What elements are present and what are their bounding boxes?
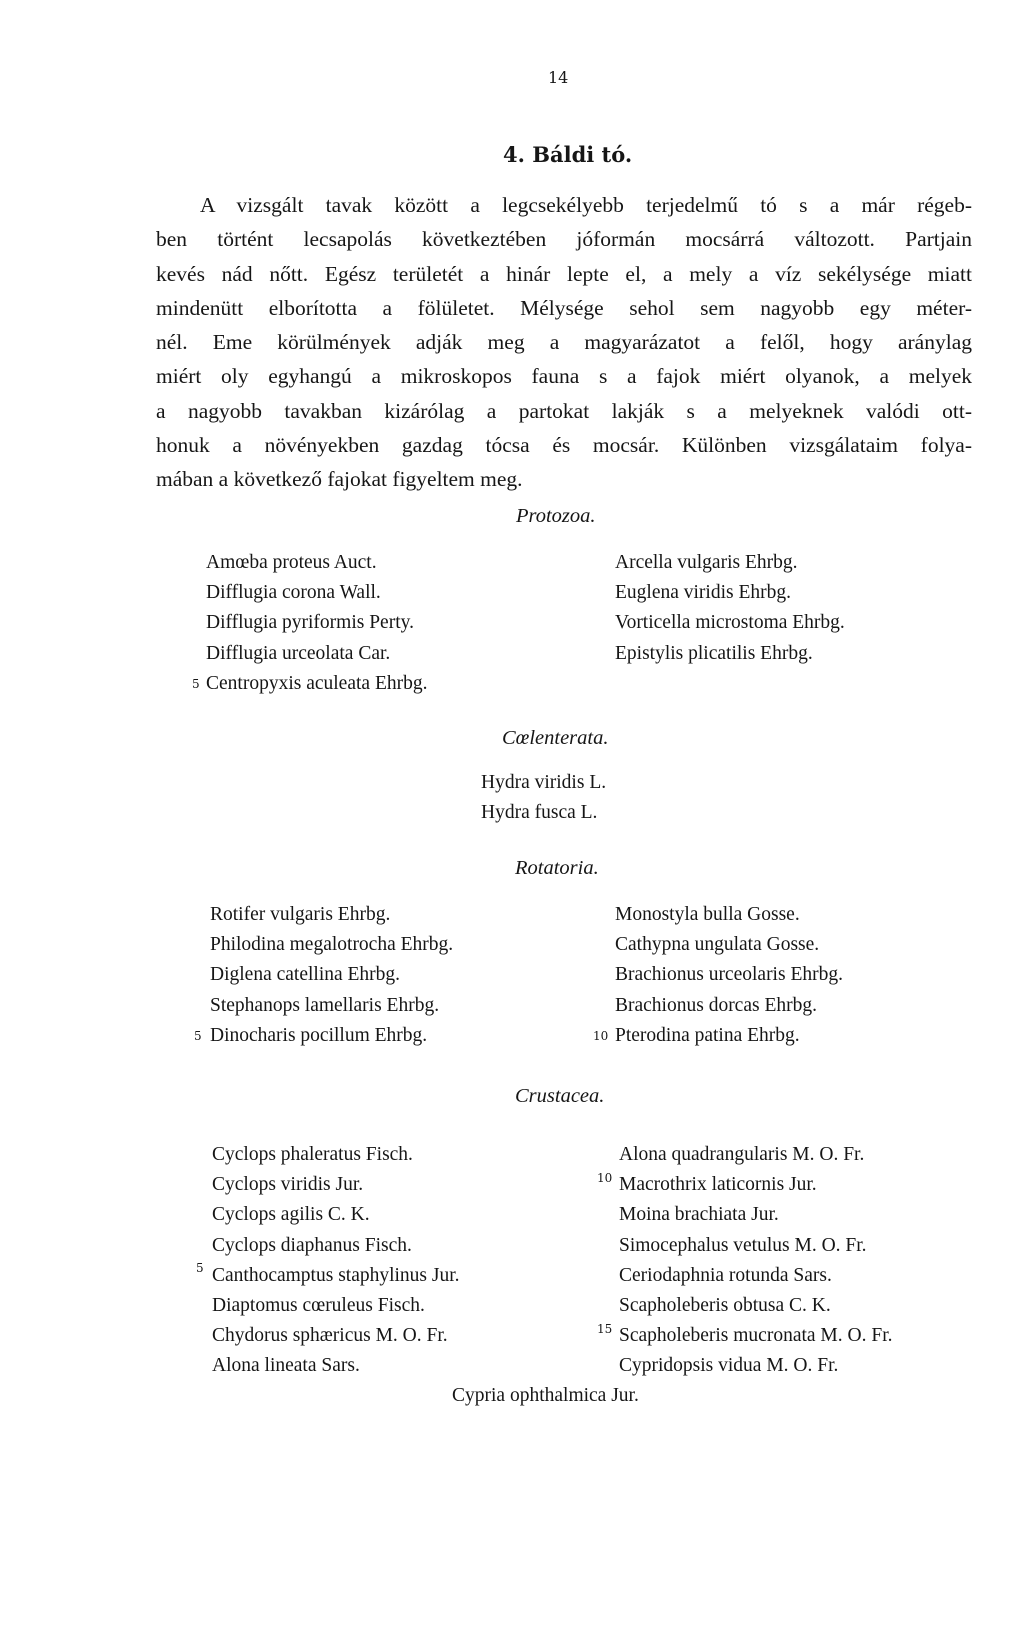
species-item: Macrothrix laticornis Jur. xyxy=(619,1174,817,1196)
paragraph-line: mindenütt elborította a fölületet. Mélysége sehol sem nagyobb egy méter- xyxy=(156,295,972,320)
paragraph-line: miért oly egyhangú a mikroskopos fauna s a fajok miért olyanok, a melyek xyxy=(156,364,972,389)
section-title-crustacea: Crustacea. xyxy=(515,1085,605,1107)
species-item: Epistylis plicatilis Ehrbg. xyxy=(615,642,813,664)
species-item: Simocephalus vetulus M. O. Fr. xyxy=(619,1234,867,1256)
species-item: Brachionus urceolaris Ehrbg. xyxy=(615,964,843,986)
species-item: Brachionus dorcas Ehrbg. xyxy=(615,994,817,1016)
paragraph-line: kevés nád nőtt. Egész területét a hinár lepte el, a mely a víz sekélysége miatt xyxy=(156,261,972,286)
paragraph-line: ben történt lecsapolás következtében jóformán mocsárrá változott. Partjain xyxy=(156,227,972,252)
body-paragraph xyxy=(156,188,972,497)
protozoa-right-column xyxy=(615,548,845,669)
species-item: Alona lineata Sars. xyxy=(212,1355,360,1377)
paragraph-line: A vizsgált tavak között a legcsekélyebb terjedelmű tó s a már régeb- xyxy=(200,193,972,217)
rotatoria-left-column xyxy=(210,900,453,1051)
species-item: Dinocharis pocillum Ehrbg. xyxy=(210,1024,428,1046)
section-title-protozoa: Protozoa. xyxy=(516,505,596,527)
species-item: Cypria ophthalmica Jur. xyxy=(452,1385,639,1406)
line-number: 10 xyxy=(597,1171,613,1185)
species-item: Centropyxis aculeata Ehrbg. xyxy=(206,672,428,694)
paragraph-line: mában a következő fajokat figyeltem meg. xyxy=(156,467,523,492)
crustacea-left-column xyxy=(212,1140,460,1382)
section-title-rotatoria: Rotatoria. xyxy=(515,857,599,879)
coelenterata-column xyxy=(481,768,606,828)
species-item: Difflugia corona Wall. xyxy=(206,582,381,604)
species-item: Difflugia urceolata Car. xyxy=(206,642,391,664)
species-item: Diaptomus cœruleus Fisch. xyxy=(212,1295,425,1317)
line-number: 5 xyxy=(194,1029,202,1043)
species-item: Alona quadrangularis M. O. Fr. xyxy=(619,1144,865,1165)
species-item: Diglena catellina Ehrbg. xyxy=(210,964,401,986)
species-item: Cyclops agilis C. K. xyxy=(212,1204,370,1226)
protozoa-left-column xyxy=(206,548,427,699)
crustacea-final-line xyxy=(452,1381,639,1411)
species-item: Cyclops diaphanus Fisch. xyxy=(212,1234,412,1256)
species-item: Philodina megalotrocha Ehrbg. xyxy=(210,934,454,956)
species-item: Arcella vulgaris Ehrbg. xyxy=(615,552,798,573)
paragraph-line: nél. Eme körülmények adják meg a magyarázatot a felől, hogy aránylag xyxy=(156,330,972,355)
species-item: Euglena viridis Ehrbg. xyxy=(615,582,792,604)
species-item: Cypridopsis vidua M. O. Fr. xyxy=(619,1355,839,1377)
species-item: Rotifer vulgaris Ehrbg. xyxy=(210,904,391,925)
species-item: Stephanops lamellaris Ehrbg. xyxy=(210,994,440,1016)
paragraph-line: a nagyobb tavakban kizárólag a partokat lakják s a melyeknek valódi ott- xyxy=(156,398,972,423)
species-item: Scapholeberis mucronata M. O. Fr. xyxy=(619,1325,893,1347)
species-item: Monostyla bulla Gosse. xyxy=(615,904,800,925)
species-item: Cyclops viridis Jur. xyxy=(212,1174,364,1196)
species-item: Hydra viridis L. xyxy=(481,772,607,793)
species-item: Chydorus sphæricus M. O. Fr. xyxy=(212,1325,448,1347)
species-item: Hydra fusca L. xyxy=(481,802,598,824)
species-item: Cathypna ungulata Gosse. xyxy=(615,934,820,956)
section-heading: 4. Báldi tó. xyxy=(503,142,633,167)
line-number: 5 xyxy=(196,1261,204,1275)
species-item: Vorticella microstoma Ehrbg. xyxy=(615,612,845,634)
line-number: 15 xyxy=(597,1322,613,1336)
species-item: Pterodina patina Ehrbg. xyxy=(615,1024,800,1046)
species-item: Canthocamptus staphylinus Jur. xyxy=(212,1264,460,1286)
rotatoria-right-column xyxy=(615,900,843,1051)
species-item: Moina brachiata Jur. xyxy=(619,1204,779,1226)
line-number: 5 xyxy=(192,677,200,691)
page-number: 14 xyxy=(548,68,569,87)
line-number: 10 xyxy=(593,1029,609,1043)
species-item: Scapholeberis obtusa C. K. xyxy=(619,1295,831,1317)
paragraph-line: honuk a növényekben gazdag tócsa és mocsár. Különben vizsgálataim folya- xyxy=(156,433,972,458)
crustacea-right-column xyxy=(619,1140,893,1382)
section-title-coelenterata: Cœlenterata. xyxy=(502,727,609,749)
species-item: Difflugia pyriformis Perty. xyxy=(206,612,414,634)
species-item: Amœba proteus Auct. xyxy=(206,552,377,573)
species-item: Cyclops phaleratus Fisch. xyxy=(212,1144,413,1165)
species-item: Ceriodaphnia rotunda Sars. xyxy=(619,1264,832,1286)
